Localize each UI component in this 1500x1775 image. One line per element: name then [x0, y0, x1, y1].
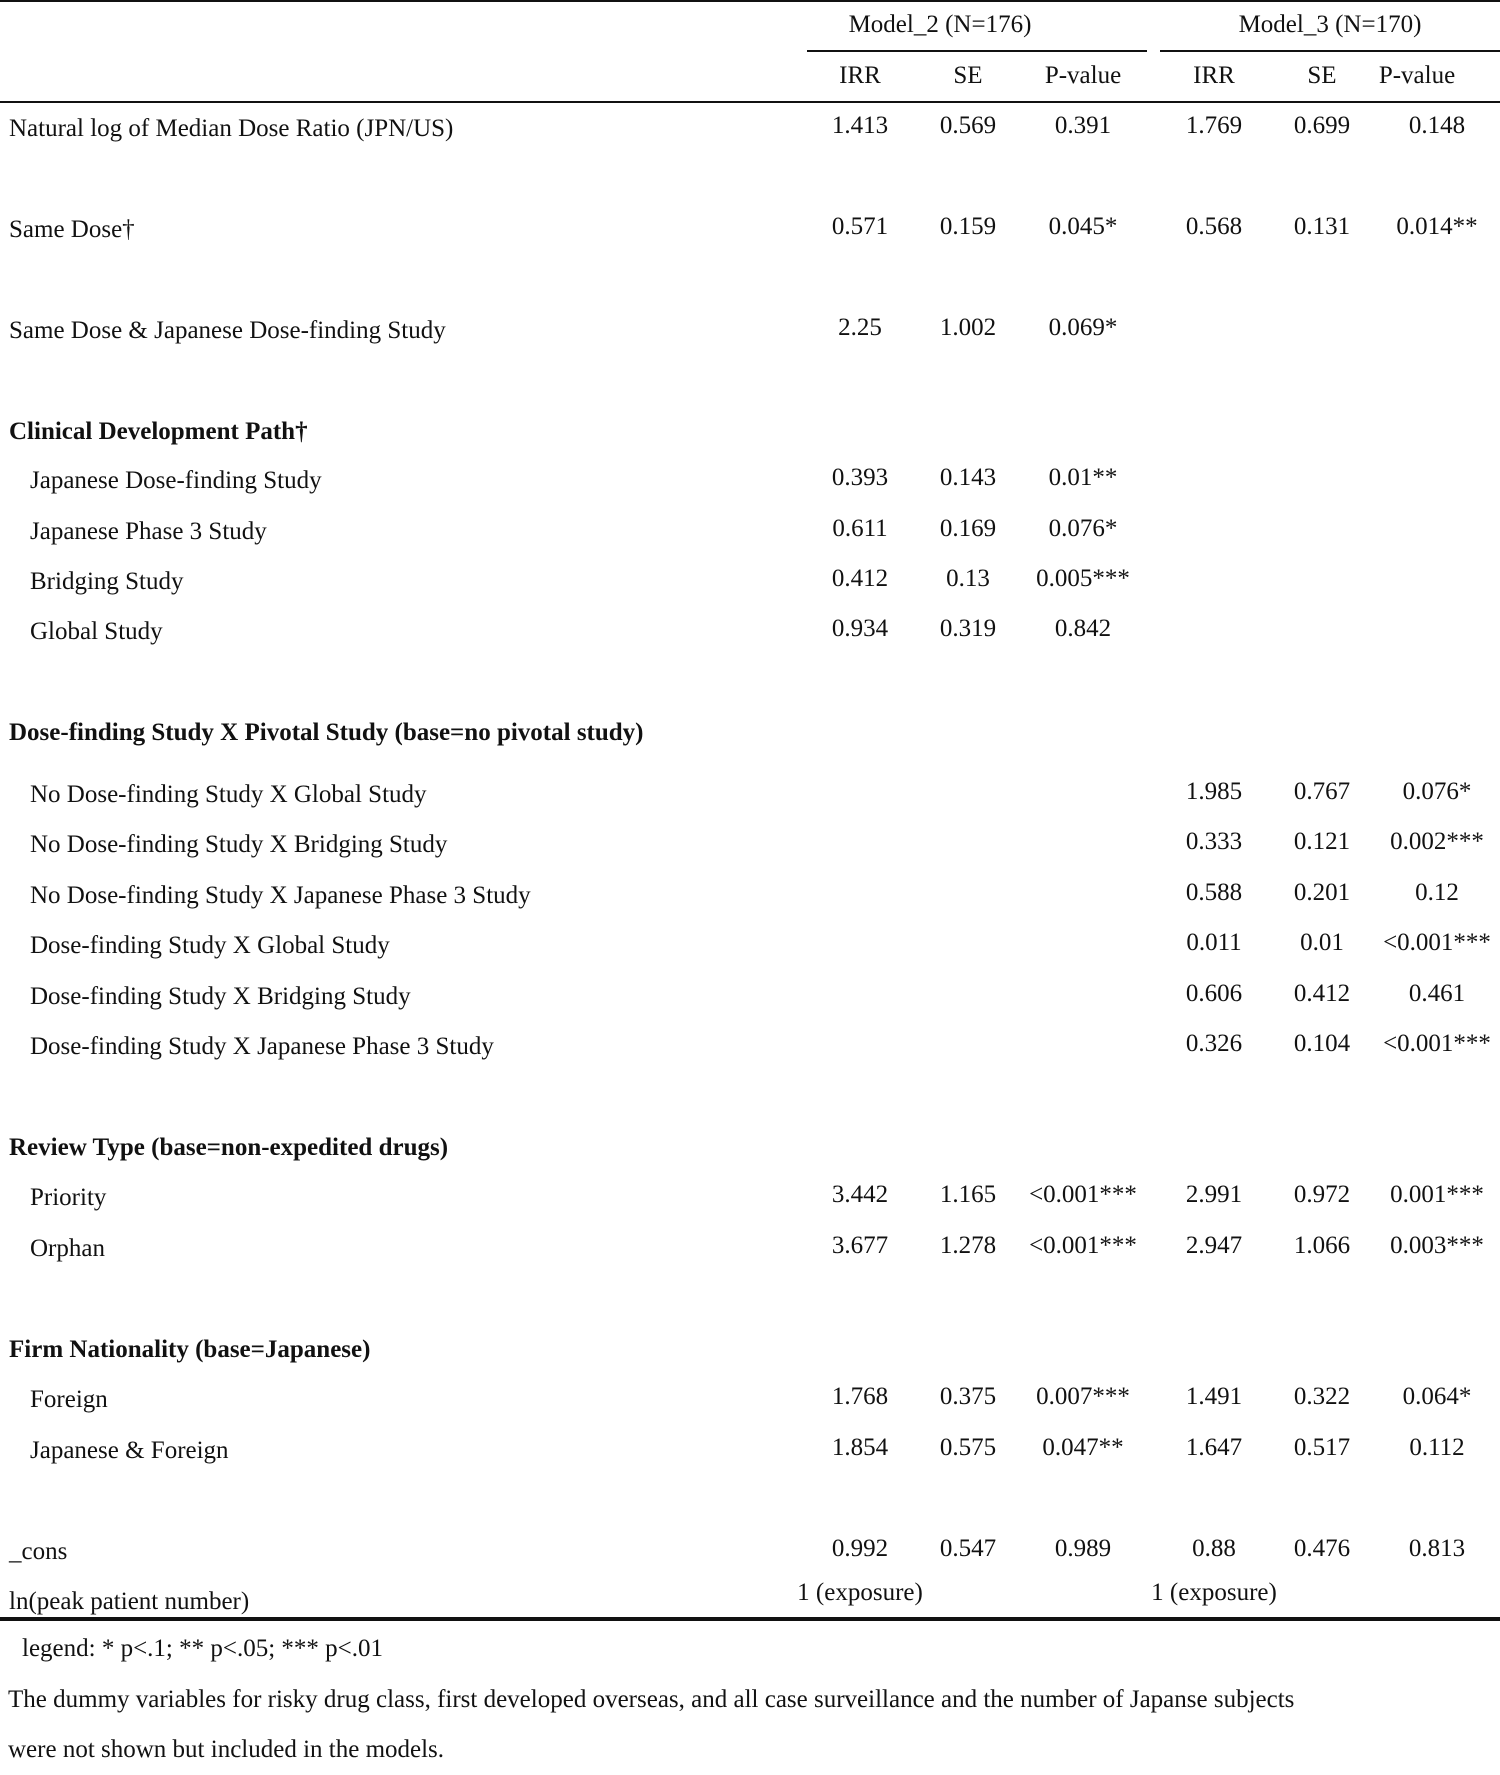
row-label: No Dose-finding Study X Bridging Study	[30, 831, 448, 858]
model3-underline	[1160, 50, 1500, 52]
cell-se-model3: 0.767	[1293, 778, 1351, 805]
cell-irr-model3: 1.647	[1185, 1434, 1243, 1461]
cell-pvalue-model2: <0.001***	[1029, 1232, 1137, 1259]
cell-pvalue-model3: 0.003***	[1390, 1232, 1484, 1259]
cell-se-model2: 1.278	[939, 1232, 997, 1259]
section-heading: Firm Nationality (base=Japanese)	[9, 1336, 371, 1363]
cell-pvalue-model3: <0.001***	[1383, 1030, 1491, 1057]
cell-pvalue-model2: 0.01**	[1048, 464, 1118, 491]
cell-se-model2: 0.375	[939, 1383, 997, 1410]
cell-irr-model3: 2.991	[1185, 1181, 1243, 1208]
cell-pvalue-model3: 0.112	[1409, 1434, 1465, 1461]
cell-irr-model3: 0.568	[1185, 213, 1243, 240]
cell-pvalue-model2: 0.069*	[1048, 314, 1118, 341]
model3-header: Model_3 (N=170)	[1238, 11, 1422, 38]
row-label: Foreign	[30, 1386, 108, 1413]
cell-se-model2: 0.569	[939, 112, 997, 139]
cell-pvalue-model3: 0.076*	[1402, 778, 1472, 805]
section-heading: Review Type (base=non-expedited drugs)	[9, 1134, 449, 1161]
top-rule	[0, 0, 1500, 2]
cell-se-model3: 0.322	[1293, 1383, 1351, 1410]
cell-se-model2: 1.165	[939, 1181, 997, 1208]
row-label: Global Study	[30, 618, 163, 645]
header-rule	[0, 101, 1500, 103]
cell-se-model3: 0.476	[1293, 1535, 1351, 1562]
row-label: Bridging Study	[30, 568, 184, 595]
cell-irr-model3: 0.88	[1192, 1535, 1236, 1562]
cell-pvalue-model2: 0.076*	[1048, 515, 1118, 542]
col-header-se-model3: SE	[1307, 62, 1337, 89]
row-label: Natural log of Median Dose Ratio (JPN/US)	[9, 115, 454, 142]
cell-se-model2: 0.159	[939, 213, 997, 240]
row-label: ln(peak patient number)	[9, 1588, 250, 1615]
row-label: Dose-finding Study X Bridging Study	[30, 983, 411, 1010]
row-label: Same Dose†	[9, 216, 135, 243]
col-header-irr-model2: IRR	[839, 62, 881, 89]
cell-irr-model2: 1.768	[831, 1383, 889, 1410]
section-heading: Clinical Development Path†	[9, 418, 308, 445]
cell-se-model3: 0.699	[1293, 112, 1351, 139]
cell-irr-model3: 0.606	[1185, 980, 1243, 1007]
cell-irr-model3: 0.588	[1185, 879, 1243, 906]
cell-irr-model2: 0.992	[831, 1535, 889, 1562]
cell-pvalue-model2: 0.047**	[1042, 1434, 1124, 1461]
model2-underline	[807, 50, 1147, 52]
row-label: Same Dose & Japanese Dose-finding Study	[9, 317, 446, 344]
cell-pvalue-model2: 0.007***	[1036, 1383, 1130, 1410]
cell-irr-model2: 2.25	[838, 314, 882, 341]
cell-se-model2: 0.169	[939, 515, 997, 542]
col-header-se-model2: SE	[953, 62, 983, 89]
cell-se-model3: 0.104	[1293, 1030, 1351, 1057]
cell-se-model3: 1.066	[1293, 1232, 1351, 1259]
col-header-pvalue-model2: P-value	[1044, 62, 1122, 89]
cell-se-model3: 0.01	[1300, 929, 1344, 956]
row-label: Orphan	[30, 1235, 105, 1262]
cell-se-model2: 0.547	[939, 1535, 997, 1562]
cell-irr-model2: 0.611	[832, 515, 888, 542]
exposure-model2: 1 (exposure)	[797, 1579, 923, 1606]
row-label: Dose-finding Study X Japanese Phase 3 Study	[30, 1033, 494, 1060]
row-label: No Dose-finding Study X Japanese Phase 3 Study	[30, 882, 531, 909]
cell-pvalue-model3: 0.001***	[1390, 1181, 1484, 1208]
cell-pvalue-model2: <0.001***	[1029, 1181, 1137, 1208]
cell-se-model3: 0.121	[1293, 828, 1351, 855]
row-label: _cons	[9, 1538, 68, 1565]
cell-irr-model2: 1.854	[831, 1434, 889, 1461]
cell-se-model2: 0.143	[939, 464, 997, 491]
cell-pvalue-model2: 0.391	[1054, 112, 1112, 139]
cell-irr-model2: 0.571	[831, 213, 889, 240]
col-header-pvalue-model3: P-value	[1378, 62, 1456, 89]
cell-pvalue-model2: 0.045*	[1048, 213, 1118, 240]
cell-se-model3: 0.201	[1293, 879, 1351, 906]
model2-header: Model_2 (N=176)	[848, 11, 1032, 38]
cell-pvalue-model3: 0.461	[1408, 980, 1466, 1007]
cell-pvalue-model3: 0.064*	[1402, 1383, 1472, 1410]
cell-se-model2: 0.575	[939, 1434, 997, 1461]
row-label: No Dose-finding Study X Global Study	[30, 781, 427, 808]
cell-se-model3: 0.517	[1293, 1434, 1351, 1461]
cell-se-model3: 0.412	[1293, 980, 1351, 1007]
significance-legend: legend: * p<.1; ** p<.05; *** p<.01	[22, 1635, 384, 1662]
cell-irr-model3: 1.985	[1185, 778, 1243, 805]
cell-se-model2: 1.002	[939, 314, 997, 341]
cell-irr-model3: 1.769	[1185, 112, 1243, 139]
cell-irr-model3: 1.491	[1185, 1383, 1243, 1410]
cell-irr-model3: 0.326	[1185, 1030, 1243, 1057]
cell-pvalue-model3: 0.014**	[1396, 213, 1478, 240]
footnote-line-1: The dummy variables for risky drug class, first developed overseas, and all case surveillance and the number of Japanse subjects	[8, 1686, 1295, 1713]
col-header-irr-model3: IRR	[1193, 62, 1235, 89]
cell-pvalue-model3: 0.002***	[1390, 828, 1484, 855]
row-label: Japanese Dose-finding Study	[30, 467, 322, 494]
row-label: Japanese & Foreign	[30, 1437, 229, 1464]
cell-pvalue-model2: 0.842	[1054, 615, 1112, 642]
cell-irr-model2: 0.412	[831, 565, 889, 592]
cell-pvalue-model3: 0.148	[1408, 112, 1466, 139]
bottom-rule	[0, 1617, 1500, 1621]
footnote-line-2: were not shown but included in the models.	[8, 1736, 445, 1763]
cell-pvalue-model3: 0.813	[1408, 1535, 1466, 1562]
cell-irr-model3: 0.333	[1185, 828, 1243, 855]
cell-pvalue-model2: 0.989	[1054, 1535, 1112, 1562]
cell-se-model3: 0.131	[1293, 213, 1351, 240]
cell-irr-model3: 0.011	[1186, 929, 1242, 956]
cell-pvalue-model2: 0.005***	[1036, 565, 1130, 592]
row-label: Dose-finding Study X Global Study	[30, 932, 390, 959]
cell-se-model2: 0.13	[946, 565, 990, 592]
cell-irr-model2: 0.393	[831, 464, 889, 491]
cell-se-model3: 0.972	[1293, 1181, 1351, 1208]
cell-se-model2: 0.319	[939, 615, 997, 642]
cell-irr-model3: 2.947	[1185, 1232, 1243, 1259]
row-label: Priority	[30, 1184, 107, 1211]
cell-irr-model2: 0.934	[831, 615, 889, 642]
row-label: Japanese Phase 3 Study	[30, 518, 267, 545]
cell-irr-model2: 3.677	[831, 1232, 889, 1259]
cell-irr-model2: 1.413	[831, 112, 889, 139]
section-heading: Dose-finding Study X Pivotal Study (base=no pivotal study)	[9, 719, 644, 746]
exposure-model3: 1 (exposure)	[1151, 1579, 1277, 1606]
cell-pvalue-model3: <0.001***	[1383, 929, 1491, 956]
cell-pvalue-model3: 0.12	[1415, 879, 1459, 906]
cell-irr-model2: 3.442	[831, 1181, 889, 1208]
